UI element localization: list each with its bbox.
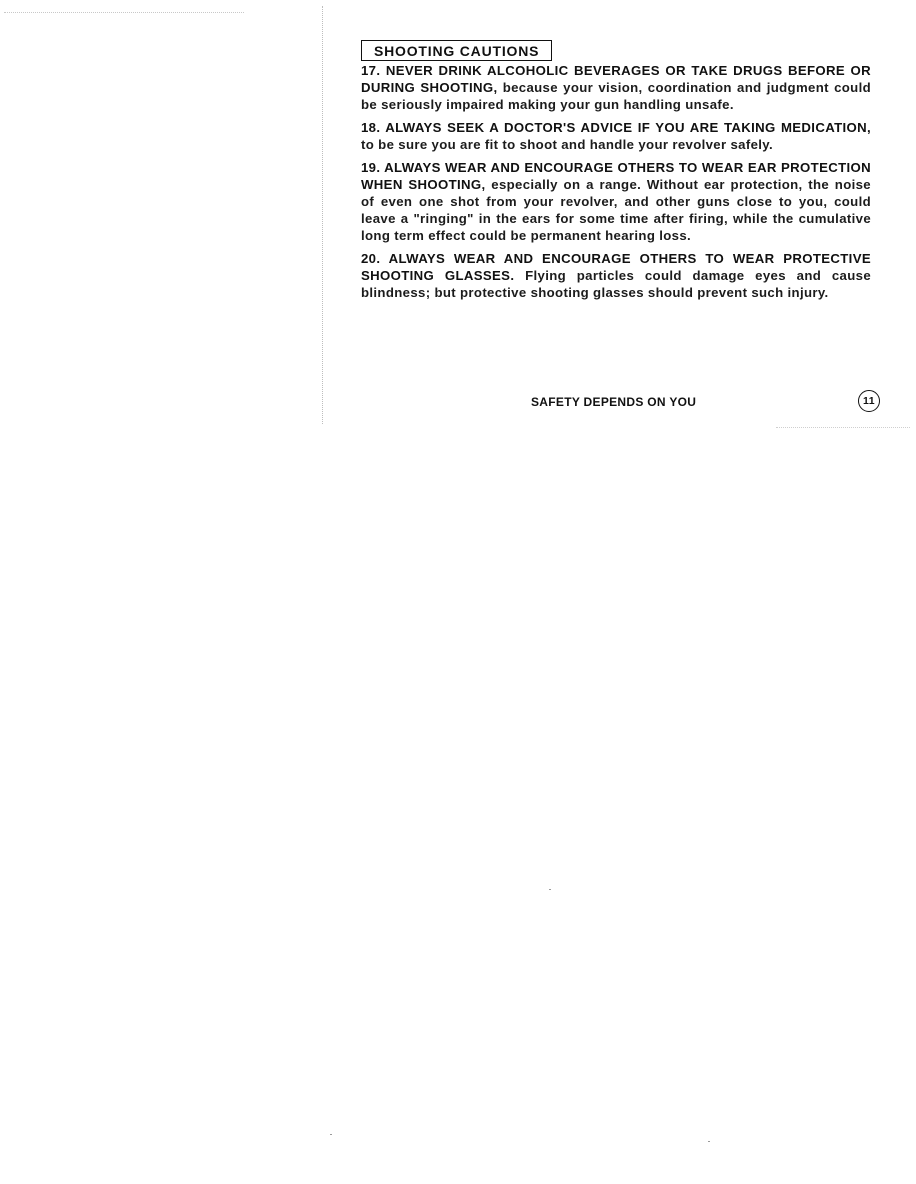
scan-artifact-top xyxy=(4,12,244,13)
caution-item-19 xyxy=(361,159,871,244)
caution-body: Flying particles could damage eyes and cause blindness; but protective shooting glasses should prevent such injury. xyxy=(361,268,871,300)
caution-lead: 18. ALWAYS SEEK A DOCTOR'S ADVICE IF YOU ARE TAKING MEDICATION, xyxy=(361,120,871,135)
caution-item-18 xyxy=(361,119,871,153)
caution-lead: 19. ALWAYS WEAR AND ENCOURAGE OTHERS TO WEAR EAR PROTECTION WHEN SHOOTING, xyxy=(361,160,871,192)
page-number-badge: 11 xyxy=(858,390,880,412)
caution-body: because your vision, coordination and judgment could be seriously impaired making your gun handling unsafe. xyxy=(361,80,871,112)
page-fold-line xyxy=(322,6,323,424)
cautions-column xyxy=(361,40,871,307)
caution-item-17 xyxy=(361,62,871,113)
caution-body: especially on a range. Without ear protection, the noise of even one shot from your revolver, and other guns close to you, could leave a "ringing" in the ears for some time after firing, while the cumulative long term effect could be permanent hearing loss. xyxy=(361,177,871,243)
footer-slogan: SAFETY DEPENDS ON YOU xyxy=(531,395,697,409)
caution-item-20 xyxy=(361,250,871,301)
scan-speck xyxy=(549,889,551,890)
caution-lead: 20. ALWAYS WEAR AND ENCOURAGE OTHERS TO WEAR PROTECTIVE SHOOTING GLASSES. xyxy=(361,251,871,283)
scan-speck xyxy=(708,1141,710,1142)
caution-lead: 17. NEVER DRINK ALCOHOLIC BEVERAGES OR TAKE DRUGS BEFORE OR DURING SHOOTING, xyxy=(361,63,871,95)
scan-speck xyxy=(330,1134,332,1135)
caution-body: to be sure you are fit to shoot and handle your revolver safely. xyxy=(361,137,774,152)
scan-artifact-bottom xyxy=(776,427,910,428)
page-footer xyxy=(361,390,881,416)
section-title: SHOOTING CAUTIONS xyxy=(361,40,552,61)
